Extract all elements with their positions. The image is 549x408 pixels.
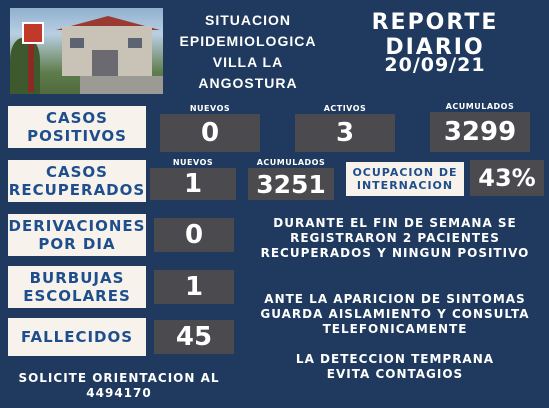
- footer-contact: SOLICITE ORIENTACION AL 4494170: [4, 371, 234, 401]
- header-subtitle: [168, 10, 328, 94]
- positivos-activos-label: ACTIVOS: [323, 104, 367, 113]
- fallecidos-label: FALLECIDOS: [8, 318, 146, 356]
- hospital-photo: [10, 8, 163, 94]
- recuperados-nuevos-value: 1: [150, 168, 236, 200]
- positivos-acumulados-label: ACUMULADOS: [445, 102, 515, 111]
- positivos-acumulados-value: 3299: [430, 112, 530, 152]
- recuperados-acumulados-label: ACUMULADOS: [256, 158, 326, 167]
- header-line: EPIDEMIOLOGICA: [179, 33, 317, 49]
- header-line: SITUACION: [205, 12, 291, 28]
- recuperados-nuevos-label: NUEVOS: [172, 158, 214, 167]
- message-symptoms: ANTE LA APARICION DE SINTOMAS GUARDA AISLAMIENTO Y CONSULTA TELEFONICAMENTE: [260, 292, 530, 336]
- message-detection: LA DETECCION TEMPRANA EVITA CONTAGIOS: [295, 352, 495, 381]
- phone-number: 4494170: [86, 386, 152, 400]
- ocupacion-internacion-label: OCUPACION DE INTERNACION: [346, 162, 464, 196]
- header-line: VILLA LA: [212, 54, 284, 70]
- burbujas-label: BURBUJAS ESCOLARES: [8, 266, 146, 308]
- ocupacion-internacion-value: 43%: [470, 160, 544, 196]
- derivaciones-value: 0: [154, 218, 234, 252]
- header-line: ANGOSTURA: [198, 75, 298, 91]
- positivos-nuevos-value: 0: [160, 114, 260, 152]
- casos-positivos-label: CASOS POSITIVOS: [8, 106, 146, 148]
- casos-recuperados-label: CASOS RECUPERADOS: [8, 160, 146, 202]
- derivaciones-label: DERIVACIONES POR DIA: [8, 214, 146, 256]
- report-date: 20/09/21: [384, 54, 486, 76]
- message-weekend: DURANTE EL FIN DE SEMANA SE REGISTRARON 2 PACIENTES RECUPERADOS Y NINGUN POSITIVO: [260, 216, 530, 260]
- recuperados-acumulados-value: 3251: [248, 168, 334, 200]
- fallecidos-value: 45: [154, 320, 234, 354]
- burbujas-value: 1: [154, 270, 234, 304]
- positivos-nuevos-label: NUEVOS: [189, 104, 231, 113]
- report-title: REPORTE DIARIO: [371, 10, 499, 60]
- positivos-activos-value: 3: [295, 114, 395, 152]
- hospital-cross-icon: [22, 22, 44, 44]
